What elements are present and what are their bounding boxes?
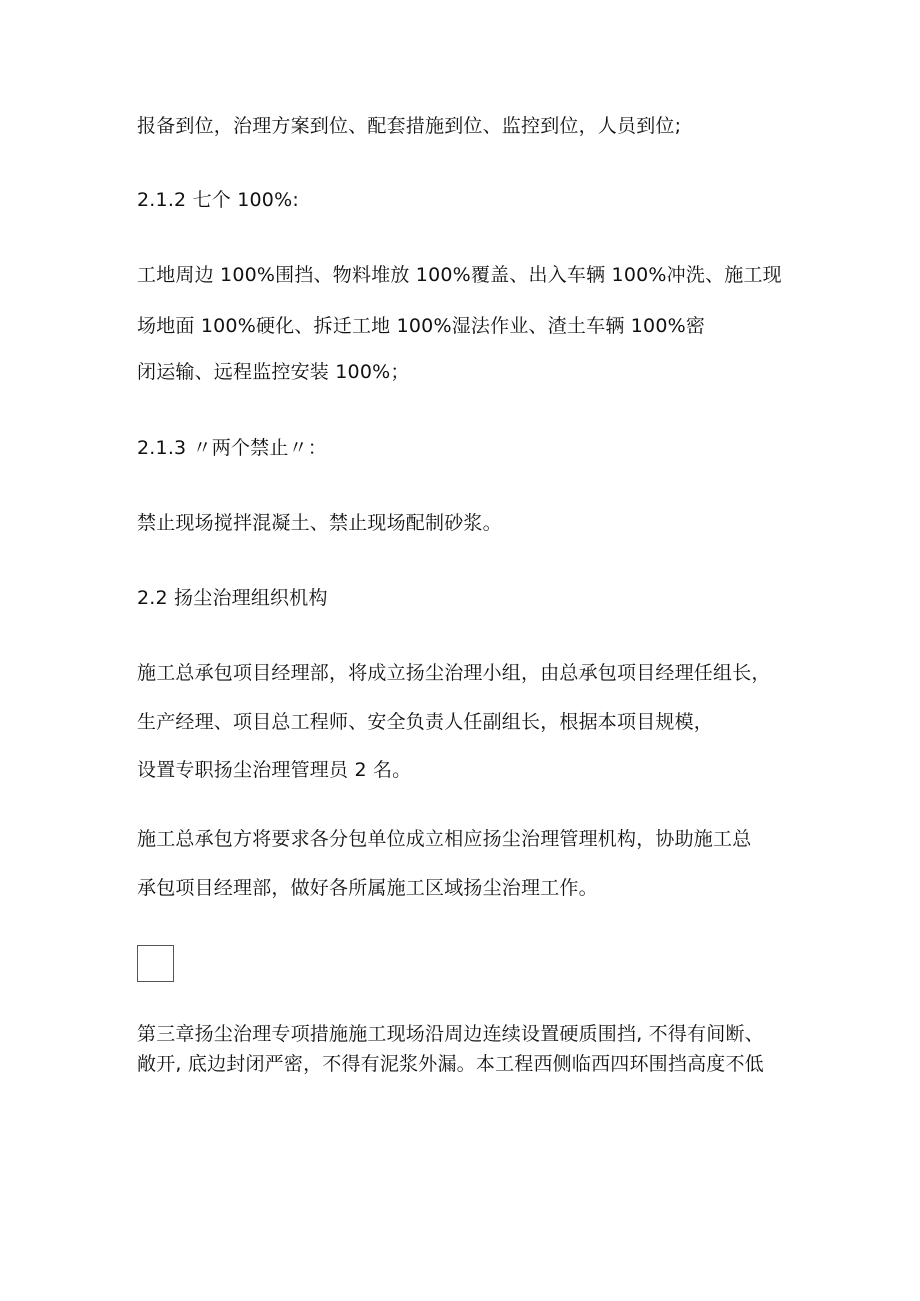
- paragraph-22-line-2: 生产经理、项目总工程师、安全负责人任副组长，根据本项目规模，: [137, 711, 714, 733]
- paragraph-212-line-3: 闭运输、远程监控安装 100%；: [137, 361, 410, 383]
- chapter3-line-2: 敞开, 底边封闭严密，不得有泥浆外漏。本工程西侧临西四环围挡高度不低: [137, 1053, 764, 1075]
- paragraph-213-line-1: 禁止现场搅拌混凝土、禁止现场配制砂浆。: [137, 512, 502, 534]
- paragraph-22b-line-2: 承包项目经理部，做好各所属施工区域扬尘治理工作。: [137, 877, 598, 899]
- paragraph-22b-line-1: 施工总承包方将要求各分包单位成立相应扬尘治理管理机构，协助施工总: [137, 828, 752, 850]
- heading-22: 2.2 扬尘治理组织机构: [137, 587, 328, 609]
- empty-checkbox[interactable]: [137, 945, 174, 982]
- paragraph-22-line-1: 施工总承包项目经理部，将成立扬尘治理小组，由总承包项目经理任组长，: [137, 662, 771, 684]
- heading-212: 2.1.2 七个 100%:: [137, 189, 299, 211]
- paragraph-212-line-2: 场地面 100%硬化、拆迁工地 100%湿法作业、渣土车辆 100%密: [137, 315, 706, 337]
- paragraph-22-line-3: 设置专职扬尘治理管理员 2 名。: [137, 759, 412, 781]
- paragraph-211-tail: 报备到位，治理方案到位、配套措施到位、监控到位，人员到位;: [137, 115, 682, 137]
- heading-213: 2.1.3 〃两个禁止〃：: [137, 437, 327, 459]
- chapter3-line-1: 第三章扬尘治理专项措施施工现场沿周边连续设置硬质围挡, 不得有间断、: [137, 1023, 764, 1045]
- paragraph-212-line-1: 工地周边 100%围挡、物料堆放 100%覆盖、出入车辆 100%冲洗、施工现: [137, 264, 782, 286]
